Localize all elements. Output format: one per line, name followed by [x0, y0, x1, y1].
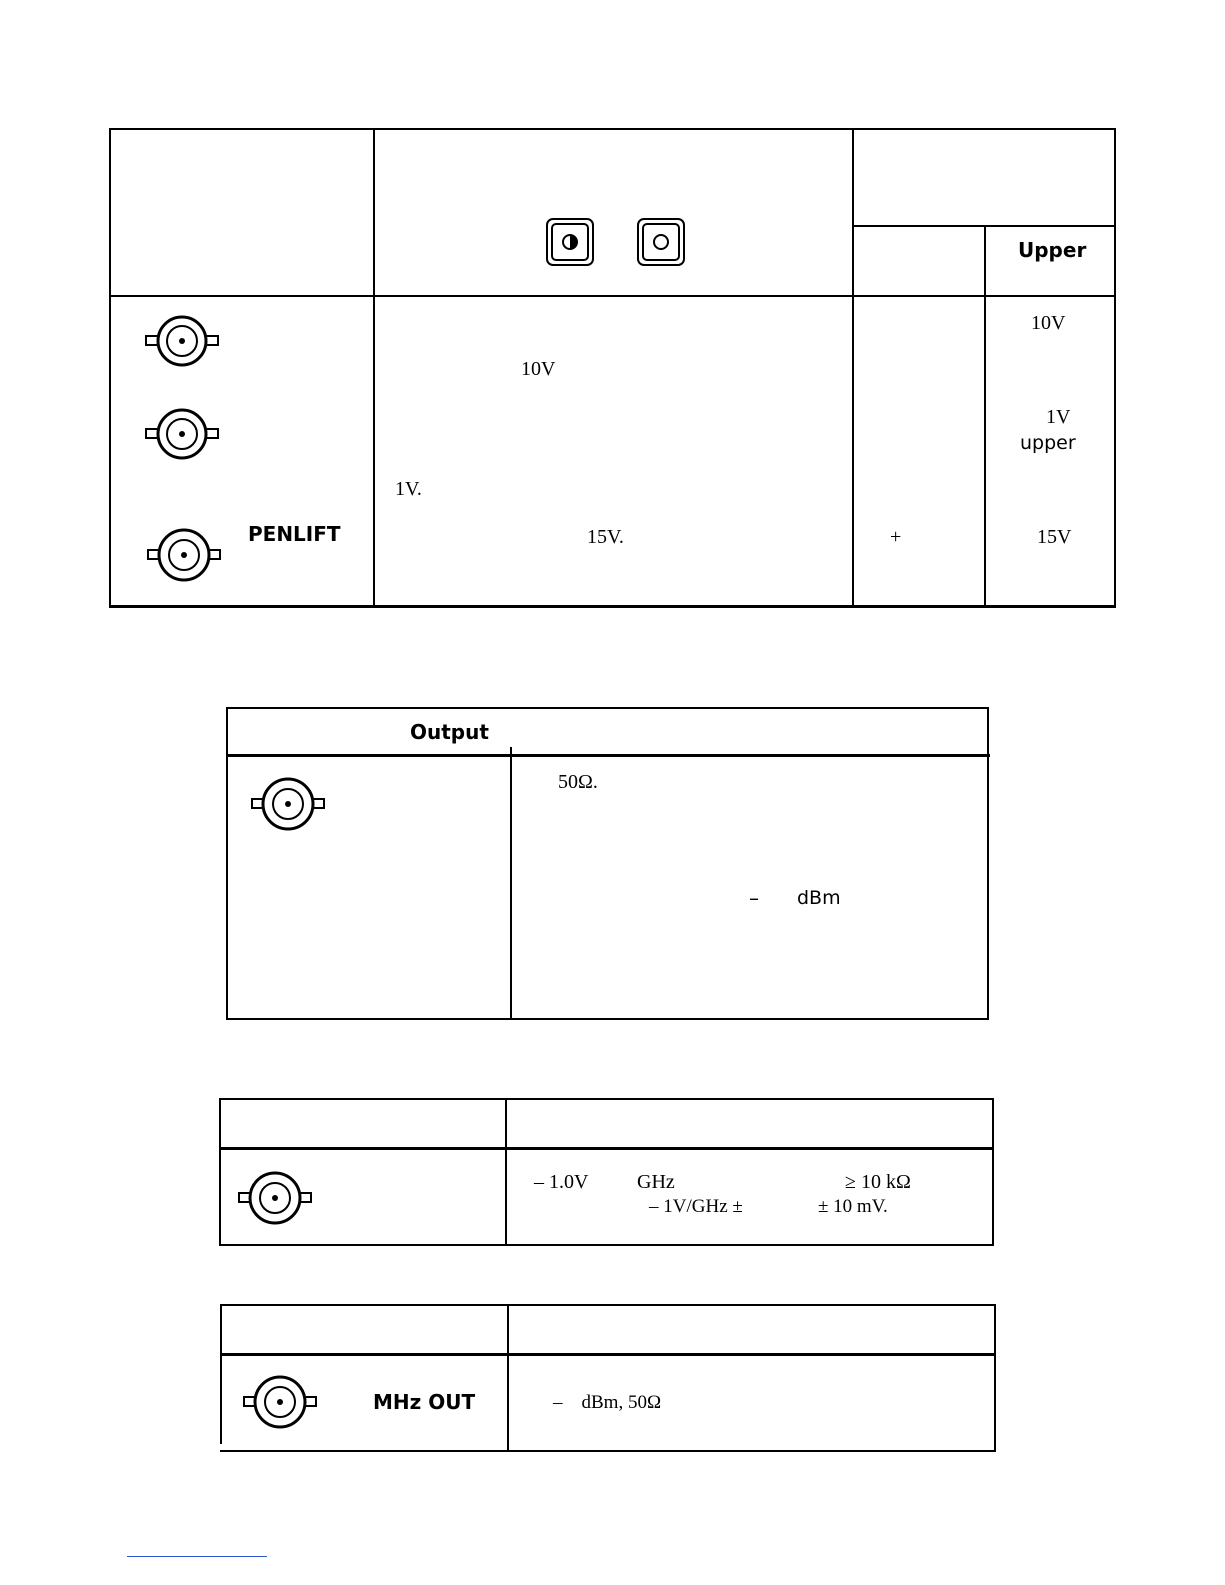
penlift-label: PENLIFT: [248, 522, 341, 546]
bnc-connector-icon: [144, 315, 220, 367]
pushbutton-icon: [546, 218, 594, 266]
bnc-connector-icon: [242, 1375, 318, 1429]
bnc-connector-icon: [146, 528, 222, 582]
output-impedance: 50Ω.: [558, 771, 598, 793]
row1-upper-voltage: 10V: [1031, 312, 1066, 334]
column-header-output: Output: [410, 720, 489, 744]
mhz-out-level: – dBm, 50Ω: [553, 1392, 662, 1413]
row2-upper-note: upper: [1020, 432, 1076, 454]
output-level-dash: –: [749, 886, 759, 910]
output-level-unit: dBm: [797, 887, 841, 909]
bnc-connector-icon: [144, 408, 220, 460]
sweep-voltage: – 1.0V: [534, 1171, 589, 1193]
row2-desc-voltage: 1V.: [395, 478, 422, 500]
bnc-connector-icon: [250, 777, 326, 831]
row3-upper-voltage: 15V: [1037, 526, 1072, 548]
pushbutton-icon: [637, 218, 685, 266]
row2-upper-voltage: 1V: [1046, 406, 1071, 428]
column-header-upper: Upper: [1018, 238, 1087, 262]
row3-desc-voltage: 15V.: [587, 526, 624, 548]
mhz-out-label: MHz OUT: [373, 1390, 476, 1414]
sweep-unit: GHz: [637, 1171, 675, 1193]
bnc-connector-icon: [237, 1171, 313, 1225]
row3-lower-sign: +: [890, 526, 902, 548]
sweep-slope: – 1V/GHz ±: [649, 1196, 743, 1217]
sweep-accuracy: ± 10 mV.: [818, 1196, 888, 1217]
row1-desc-voltage: 10V: [521, 358, 556, 380]
sweep-impedance: ≥ 10 kΩ: [845, 1171, 911, 1193]
footnote-rule: [127, 1556, 267, 1557]
